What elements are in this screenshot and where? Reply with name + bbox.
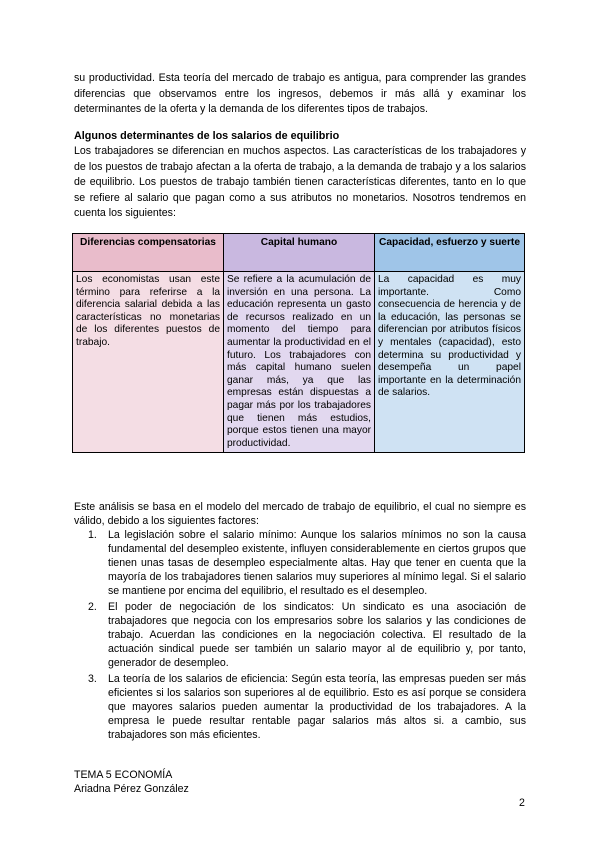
list-number: 1.	[88, 529, 97, 541]
list-number: 2.	[88, 601, 97, 613]
list-item	[88, 672, 526, 742]
header-human-capital: Capital humano	[224, 234, 375, 272]
cell-compensating-differences: Los economistas usan este término para referirse a la diferencia salarial debida a las características no monetarias de los diferentes puestos de trabajo.	[73, 272, 224, 453]
list-number: 3.	[88, 673, 97, 685]
list-item	[88, 528, 526, 598]
section-paragraph: Los trabajadores se diferencian en muchos aspectos. Las características de los trabajadores y de los puestos de trabajo afectan a la oferta de trabajo, a la demanda de trabajo y a los salarios de equilibrio. Los puestos de trabajo también tienen características diferentes, tanto en lo que se refiere al salario que pagan como a sus atributos no monetarios. Nosotros tendremos en cuenta los siguientes:	[74, 145, 526, 219]
table-header-row	[73, 234, 525, 272]
page-number: 2	[519, 797, 525, 809]
list-text: La teoría de los salarios de eficiencia: Según esta teoría, las empresas pueden ser más eficientes si los salarios son superiores al de equilibrio. Esto es así porque se considera que mayores salarios pueden aumentar la productividad de los trabajadores. A la empresa le puede resultar rentable pagar salarios más altos si. a cambio, sus trabajadores son más eficientes.	[108, 673, 526, 741]
cell-human-capital: Se refiere a la acumulación de inversión en una persona. La educación representa un gasto de recursos realizado en un momento del tiempo para aumentar la productividad en el futuro. Los trabajadores con más capital humano suelen ganar más, ya que las empresas están dispuestas a pagar más por los trabajadores que tienen más estudios, porque estos tienen una mayor productividad.	[224, 272, 375, 453]
footer-title: TEMA 5 ECONOMÍA	[74, 769, 173, 781]
determinants-table	[72, 233, 525, 453]
factors-list	[74, 528, 526, 744]
header-compensating-differences: Diferencias compensatorias	[73, 234, 224, 272]
list-item	[88, 600, 526, 670]
intro-paragraph: su productividad. Esta teoría del mercado de trabajo es antigua, para comprender las grandes diferencias que observamos entre los ingresos, debemos ir más allá y examinar los determinantes de la oferta y la demanda de los diferentes tipos de trabajos.	[74, 72, 526, 115]
list-text: La legislación sobre el salario mínimo: Aunque los salarios mínimos no son la causa fundamental del desempleo existente, influyen considerablemente en ciertos grupos que tienen unas tasas de desempleo especialmente altas. Hay que tener en cuenta que la mayoría de los trabajadores tienen salarios muy superiores al mínimo legal. Si el salario se mantiene por encima del equilibrio, el resultado es el desempleo.	[108, 529, 526, 597]
header-ability-effort-luck: Capacidad, esfuerzo y suerte	[375, 234, 525, 272]
section-heading: Algunos determinantes de los salarios de equilibrio	[74, 130, 340, 142]
analysis-paragraph: Este análisis se basa en el modelo del mercado de trabajo de equilibrio, el cual no siempre es válido, debido a los siguientes factores:	[74, 501, 526, 527]
footer-author: Ariadna Pérez González	[74, 783, 189, 795]
list-text: El poder de negociación de los sindicatos: Un sindicato es una asociación de trabajadores que negocia con los empresarios sobre los salarios y las condiciones de trabajo. Acuerdan las condiciones en la negociación colectiva. El resultado de la actuación sindical puede ser también un salario mayor al de equilibrio y, por tanto, generador de desempleo.	[108, 601, 526, 669]
cell-ability-effort-luck: La capacidad es muy importante. Como consecuencia de herencia y de la educación, las personas se diferencian por atributos físicos y mentales (capacidad), esto determina su productividad y desempeña un papel importante en la determinación de salarios.	[375, 272, 525, 453]
table-row	[73, 272, 525, 453]
